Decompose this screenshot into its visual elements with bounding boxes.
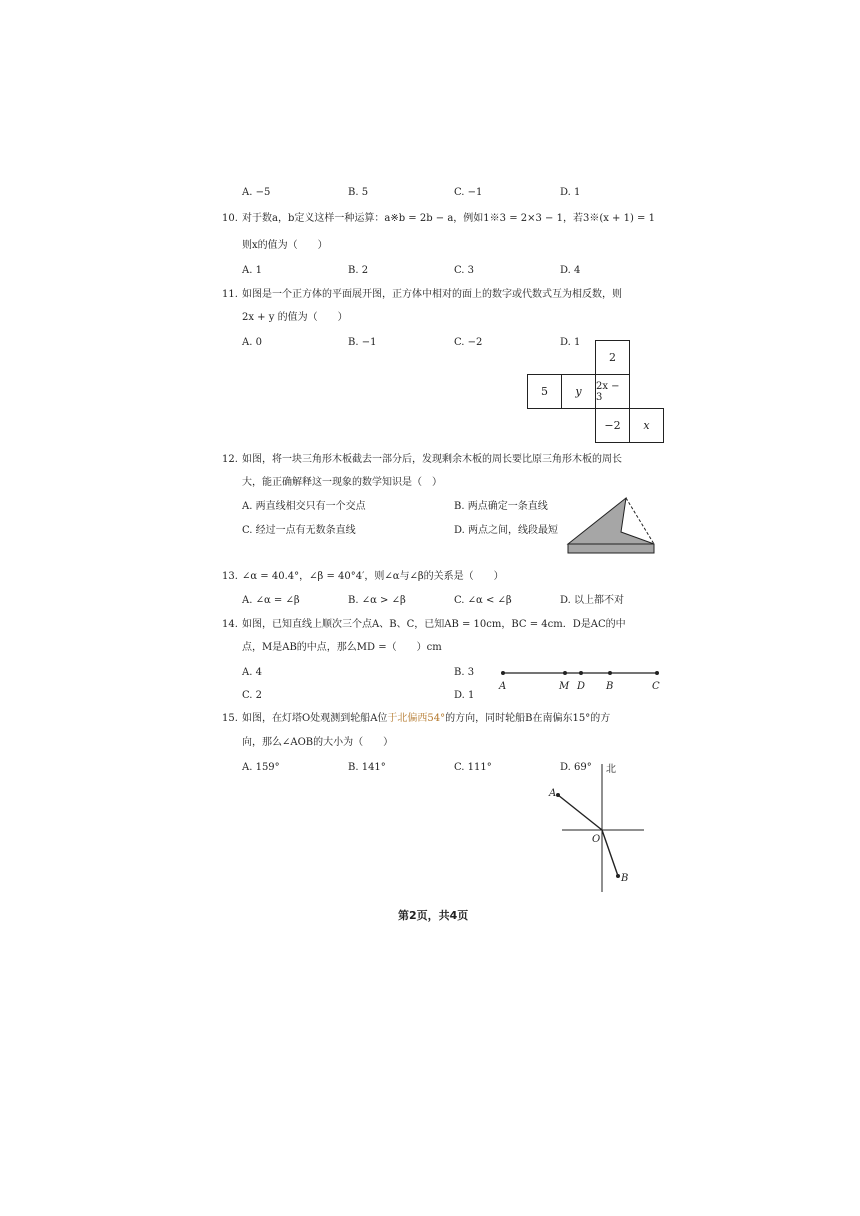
- q13-stem-line1: ∠α = 40.4°，∠β = 40°4′，则∠α与∠β的关系是（ ）: [242, 571, 504, 582]
- point-c-label: C: [652, 681, 660, 692]
- q14-number: 14.: [222, 619, 238, 630]
- point-m-label: M: [559, 681, 570, 692]
- q14-option-a: A. 4: [242, 667, 262, 678]
- q9-option-d: D. 1: [560, 187, 581, 198]
- q10-option-d: D. 4: [560, 265, 581, 276]
- q15-option-d: D. 69°: [560, 762, 592, 773]
- q11-stem-line1: 如图是一个正方体的平面展开图，正方体中相对的面上的数字或代数式互为相反数，则: [242, 289, 622, 300]
- net-cell-left: 5: [527, 374, 562, 409]
- q10-stem-line1: 对于数a，b定义这样一种运算：a※b = 2b − a，例如1※3 = 2×3 − 1，若3※(x + 1) = 1: [242, 213, 655, 224]
- point-b-label: B: [606, 681, 614, 692]
- q13-option-b: B. ∠α > ∠β: [348, 595, 406, 606]
- q10-option-c: C. 3: [454, 265, 475, 276]
- q11-stem-line2: 2x + y 的值为（ ）: [242, 312, 348, 323]
- point-o-label: O: [592, 834, 601, 845]
- q15-option-b: B. 141°: [348, 762, 386, 773]
- q10-option-b: B. 2: [348, 265, 369, 276]
- q12-option-d: D. 两点之间，线段最短: [454, 525, 559, 536]
- q15-stem-line1: [242, 714, 610, 724]
- point-m-dot: [563, 671, 567, 675]
- q14-option-b: B. 3: [454, 667, 475, 678]
- q14-option-c: C. 2: [242, 690, 263, 701]
- q15-option-c: C. 111°: [454, 762, 492, 773]
- q15-stem-line1-pre: 如图，在灯塔O处观测到轮船A位: [242, 713, 388, 724]
- q9-option-c: C. −1: [454, 187, 483, 198]
- q14-stem-line1: 如图，已知直线上顺次三个点A、B、C，已知AB = 10cm，BC = 4cm．D是AC的中: [242, 619, 626, 630]
- q13-number: 13.: [222, 571, 238, 582]
- north-label: 北: [606, 764, 616, 775]
- q14-option-d: D. 1: [454, 690, 475, 701]
- q12-stem-line1: 如图，将一块三角形木板截去一部分后，发现剩余木板的周长要比原三角形木板的周长: [242, 454, 622, 465]
- q15-number: 15.: [222, 713, 238, 724]
- point-c-dot: [655, 671, 659, 675]
- q10-number: 10.: [222, 213, 238, 224]
- q9-option-b: B. 5: [348, 187, 369, 198]
- cube-net-figure: [527, 337, 667, 444]
- q12-option-a: A. 两直线相交只有一个交点: [242, 501, 366, 512]
- net-cell-top: 2: [595, 340, 630, 375]
- page-footer: 第2页，共4页: [398, 909, 469, 922]
- net-cell-center: 2x − 3: [595, 374, 630, 409]
- compass-figure: [540, 760, 652, 896]
- triangle-board-figure: [562, 492, 660, 556]
- q11-option-b: B. −1: [348, 337, 377, 348]
- q12-option-c: C. 经过一点有无数条直线: [242, 525, 356, 536]
- q11-option-a: A. 0: [242, 337, 262, 348]
- q12-option-b: B. 两点确定一条直线: [454, 501, 548, 512]
- q13-option-a: A. ∠α = ∠β: [242, 595, 300, 606]
- q12-stem-line2: 大，能正确解释这一现象的数学知识是（ ）: [242, 477, 442, 488]
- net-cell-mid: y: [561, 374, 596, 409]
- point-a-dot: [556, 793, 560, 797]
- point-d-dot: [579, 671, 583, 675]
- q15-stem-line1-post: 的方向，同时轮船B在南偏东15°的方: [445, 713, 611, 724]
- q13-option-c: C. ∠α < ∠β: [454, 595, 512, 606]
- q9-option-a: A. −5: [242, 187, 271, 198]
- q12-number: 12.: [222, 454, 238, 465]
- q15-stem-highlight: 于北偏西54°: [387, 713, 446, 724]
- point-b-label: B: [621, 873, 629, 884]
- point-a-dot: [501, 671, 505, 675]
- segment-figure: [495, 664, 665, 692]
- q10-option-a: A. 1: [242, 265, 262, 276]
- point-b-dot: [616, 874, 620, 878]
- q10-stem-line2: 则x的值为（ ）: [242, 240, 328, 251]
- q11-number: 11.: [222, 289, 238, 300]
- point-b-dot: [608, 671, 612, 675]
- net-cell-right: x: [629, 408, 664, 443]
- q11-option-c: C. −2: [454, 337, 483, 348]
- q14-stem-line2: 点，M是AB的中点，那么MD =（ ）cm: [242, 642, 442, 653]
- q11-option-d: D. 1: [560, 337, 581, 348]
- point-a-label: A: [549, 788, 557, 799]
- q15-stem-line2: 向，那么∠AOB的大小为（ ）: [242, 737, 394, 748]
- q13-option-d: D. 以上都不对: [560, 595, 625, 606]
- point-d-label: D: [577, 681, 586, 692]
- point-a-label: A: [499, 681, 507, 692]
- net-cell-bottom: −2: [595, 408, 630, 443]
- q15-option-a: A. 159°: [242, 762, 280, 773]
